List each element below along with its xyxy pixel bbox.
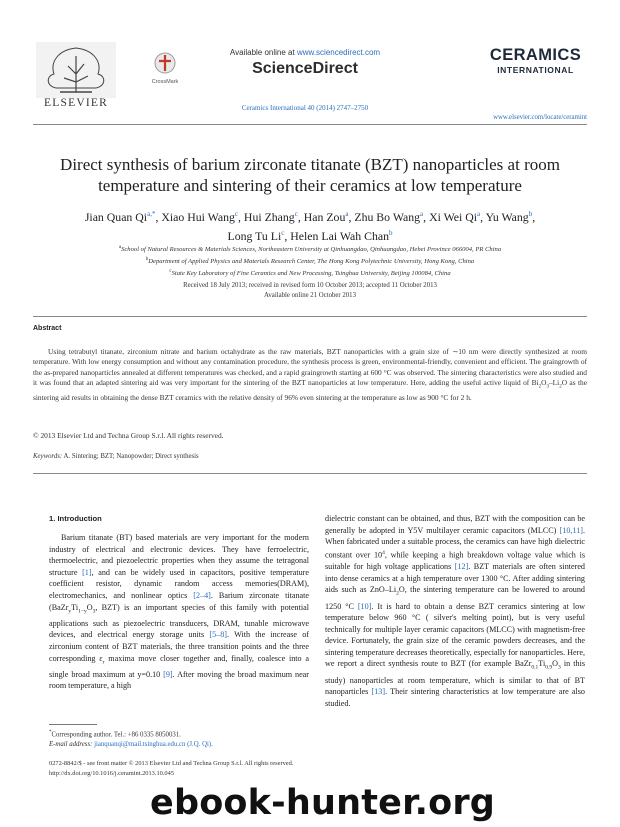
abstract-top-divider [33,316,587,317]
text-run: . With the increase of zirconium content of BZT materials, the three transition points and the three corresponding ε [49,630,309,663]
author-name: Han Zou [303,209,346,224]
text-run: . Their sintering characteristics at low temperature are also studied. [325,687,585,708]
author-name: Xiao Hui Wang [161,209,235,224]
article-title [33,154,587,196]
superscript: 4 [382,549,385,556]
author-separator: , [348,209,355,224]
footnote-mark: * [49,730,52,735]
journal-url-link[interactable]: www.elsevier.com/locate/ceramint [493,114,587,121]
availability-line [205,48,405,57]
author-separator: , [480,209,486,224]
publisher-name: ELSEVIER [44,97,108,109]
affiliation-mark: a [118,245,122,250]
text-run: . BZT materials are often sintered into dense ceramics at a high temperature over 1300 °C. After adding sintering aids such as ZnO–Li [325,562,585,595]
title-line-1: Direct synthesis of barium zirconate titanate (BZT) nanoparticles at room [60,155,560,174]
author-line-1 [33,206,587,225]
subscript: 3 [546,384,549,390]
text-run: dielectric constant can be obtained, and thus, BZT with the composition can be generally be adopted in Y5V multilayer ceramic capacitors (MLCC) [325,514,585,535]
keywords-line [33,453,199,460]
doi-link[interactable]: http://dx.doi.org/10.1016/j.ceramint.2013.10.045 [49,769,175,777]
author-separator: , [532,209,536,224]
abstract-part: Using tetrabutyl titanate, zirconium nitrate and barium octahydrate as the raw materials, BZT nanoparticles with a grain size of ∼10 nm were directly synthesized at room temperature. With low energy consumption and without any contamination procedure, the synthesis process is green, environmental-friendly, convenient and efficient. The graingrowth of the as-prepared nanoparticles annealed at different temperatures was checked, and a rapid graingrowth starting at 600 °C was observed. The sintering characteristics were also studied and it was found that an adapted sintering aid was very important for the sintering of the BZT nanoparticles at low temperature. Here, adding the useful active liquid of Bi [33,347,587,388]
abstract-bottom-divider [33,473,587,474]
body-right-column [325,513,585,709]
author-affiliation-mark[interactable]: c [294,210,298,218]
email-link[interactable]: jianquanqi@mail.tsinghua.edu.cn (J.Q. Qi). [94,741,213,749]
received-dates: Received 18 July 2013; received in revised form 10 October 2013; accepted 11 October 2013 [183,282,437,289]
title-line-2: temperature and sintering of their ceramics at low temperature [98,176,522,195]
text-run: maxima move closer together and, finally, coalesce into a single broad maximum at y=0.10 [49,653,309,679]
journal-logo-line1: CERAMICS [489,46,582,64]
abstract-text [33,347,587,404]
author-affiliation-mark[interactable]: a [420,210,424,218]
author-name: Helen Lai Wah Chan [290,228,390,243]
sciencedirect-link[interactable]: www.sciencedirect.com [296,48,381,57]
abstract-part: –Li [548,378,560,388]
page-footer [49,759,469,778]
text-run: Ti [538,659,546,669]
affiliation-mark: b [145,257,149,263]
author-name: Jian Quan Qi [84,209,148,224]
affiliation-text: State Key Laboratory of Fine Ceramics and New Processing, Tsinghua University, Beijing 100084, China [171,270,451,278]
affiliation-mark: c [169,269,172,275]
subscript: 3 [557,665,561,672]
abstract-part: O as the sintering aid results in obtaining the dense BZT ceramics with the relative density of 96% even sintering at the temperature as low as 900 °C for 2 h. [33,378,587,403]
subscript: y [68,608,72,615]
crossmark-icon [154,52,176,74]
abstract-paragraph [33,347,587,404]
affiliation-list [33,243,587,280]
intro-paragraph [49,532,309,692]
affiliation-item [33,267,587,279]
journal-logo [483,46,588,75]
watermark-text: ebook-hunter.org [150,783,496,823]
subscript: 2 [559,384,562,390]
subscript: 0.1 [531,665,539,672]
keywords-label: Keywords: [33,453,63,460]
text-run: , BZT) is an important species of this family with potential applications such as piezoelectric transducers, DRAM, tunable microwave devices, and electrical energy storage units [49,602,309,640]
corresponding-text: Corresponding author. Tel.: +86 0335 8050031. [51,731,181,739]
platform-name: ScienceDirect [252,60,358,77]
elsevier-tree-icon [36,42,116,98]
subscript: 0.9 [545,665,553,672]
issn-line: 0272-8842/$ - see front matter © 2013 Elsevier Ltd and Techna Group S.r.l. All rights reserved. [49,760,294,767]
abstract-part: O [541,378,547,388]
text-run: in this study) nanoparticles at room temperature, which is similar to that of BT nanoparticles [325,659,585,697]
author-affiliation-mark[interactable]: b [389,228,393,237]
author-affiliation-mark[interactable]: a,* [147,210,156,218]
corresponding-line [49,728,309,740]
intro-paragraph-continued [325,513,585,709]
author-name: Yu Wang [485,209,529,224]
author-affiliation-mark[interactable]: b [528,210,533,218]
author-affiliation-mark[interactable]: c [234,210,239,218]
text-run: O [552,659,558,669]
text-run: . It is hard to obtain a dense BZT ceramics sintering at low temperature below 960 °C ( silver's melting point), but is very useful technically for multiple layer ceramic capacitors (MLCC) with magnetism-free device. Fortunately, the grain size of the ceramic powders decreases, and the sintering temperature decreases theoretically, especially for nanoparticles. Here, we report a direct synthesis route to BZT (for example BaZr [325,601,586,669]
author-line-2 [33,225,587,244]
text-run: . Barium zirconate titanate (BaZr [49,590,309,612]
reference-link[interactable]: [10] [357,601,372,611]
reference-link[interactable]: [12] [454,562,469,572]
author-separator: , [238,209,244,224]
author-list [33,206,587,244]
crossmark-badge[interactable] [145,52,185,85]
reference-link[interactable]: [9] [163,669,173,679]
corresponding-author-footnote [49,728,309,750]
text-run: O, the sintering temperature can be lowered to around 1250 °C [325,585,585,611]
journal-logo-line2: INTERNATIONAL [497,65,574,75]
text-run: O [86,602,93,612]
email-line [49,740,309,750]
available-online-date: Available online 21 October 2013 [264,292,356,299]
article-history [33,281,587,301]
author-affiliation-mark[interactable]: a [477,210,481,218]
text-run: , and can be widely used in capacitors, positive temperature coefficient resistor, dynamic random access memories(DRAM), electromechanics, and nonlinear optics [49,567,309,600]
affiliation-text: School of Natural Resources & Materials Sciences, Northeastern University at Qinhuangdao, Qinhuangdao, Hebei Province 066004, PR China [121,246,502,254]
reference-link[interactable]: [1] [82,567,92,577]
text-run: Barium titanate (BT) based materials are very important for the modern industry of electrical and electronic devices. They have ferroelectric, thermoelectric, and piezoelectric properties when they assume the tetragonal structure [49,533,309,577]
author-name: Long Tu Li [227,228,282,243]
abstract-copyright: © 2013 Elsevier Ltd and Techna Group S.r.l. All rights reserved. [33,431,224,440]
author-separator: , [297,209,304,224]
affiliation-text: Department of Applied Physics and Materials Research Center, The Hong Kong Polytechnic University, Hong Kong, China [148,258,475,266]
subscript: r [102,659,105,666]
author-affiliation-mark[interactable]: a [345,210,349,218]
abstract-heading: Abstract [33,325,62,332]
author-separator: , [423,209,430,224]
reference-link[interactable]: [10,11] [559,525,583,535]
footnote-divider [49,724,97,725]
email-label: E-mail address: [49,741,95,749]
reference-link[interactable]: [5–8] [209,630,228,640]
text-run: , while keeping a high breakdown voltage value which is suitable for high voltage applications [325,550,585,572]
affiliation-item [33,243,587,255]
author-name: Zhu Bo Wang [354,209,421,224]
reference-link[interactable]: [13] [371,687,386,697]
section-heading-introduction: 1. Introduction [49,514,102,523]
affiliation-item [33,255,587,267]
text-run: Ti [71,602,79,612]
author-name: Xi Wei Qi [429,209,478,224]
keywords-list: A. Sintering; BZT; Nanopowder; Direct synthesis [62,453,199,460]
subscript: 1−y [78,608,87,615]
author-affiliation-mark[interactable]: c [281,228,285,237]
reference-link[interactable]: [2–4] [193,590,211,600]
author-separator: , [155,209,162,224]
available-prefix: Available online at [229,48,297,57]
body-left-column [49,532,309,692]
subscript: 3 [92,608,96,615]
journal-citation-link[interactable]: Ceramics International 40 (2014) 2747–2750 [241,104,369,112]
header-divider [33,124,587,125]
subscript: 2 [538,384,542,390]
subscript: 2 [396,590,399,597]
crossmark-label: CrossMark [151,79,179,85]
author-separator: , [284,228,291,243]
text-run: . After moving the broad maximum near room temperature, a high [49,669,309,691]
text-run: . When fabricated under a suitable process, the ceramics can have high dielectric constant over 10 [325,525,585,560]
author-name: Hui Zhang [243,209,295,224]
